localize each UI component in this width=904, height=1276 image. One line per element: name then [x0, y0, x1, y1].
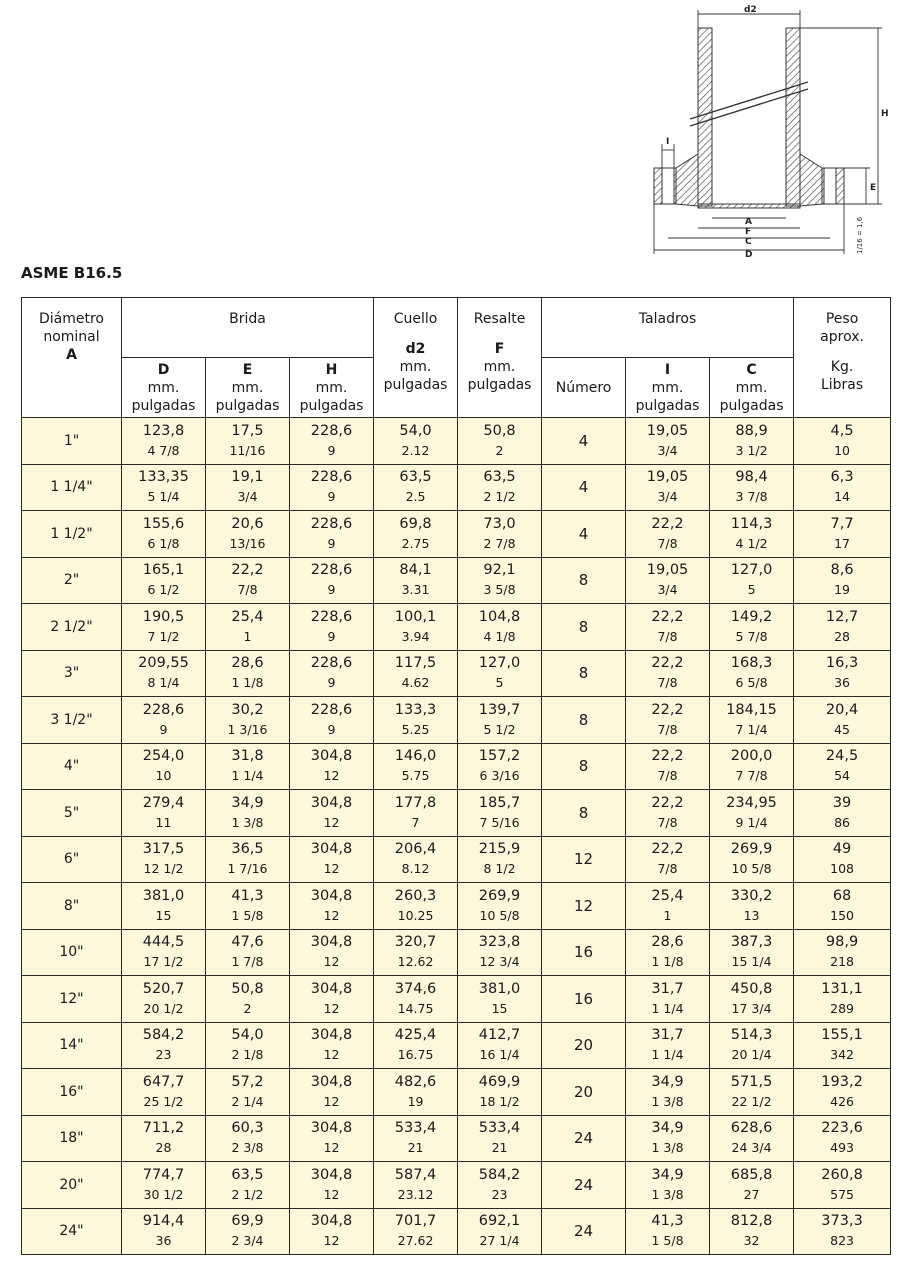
cell-nominal: 10"	[22, 929, 122, 976]
cell-i: 22,2 7/8	[626, 604, 710, 651]
cell-numero: 24	[542, 1115, 626, 1162]
cell-nominal: 3"	[22, 650, 122, 697]
cell-h: 228,6 9	[290, 511, 374, 558]
cell-i: 22,2 7/8	[626, 697, 710, 744]
cell-e: 34,9 1 3/8	[206, 790, 290, 837]
cell-d: 279,4 11	[122, 790, 206, 837]
cell-e: 30,2 1 3/16	[206, 697, 290, 744]
cell-f: 269,9 10 5/8	[458, 883, 542, 930]
cell-d2: 54,0 2.12	[374, 418, 458, 465]
table-row	[22, 976, 891, 1023]
header-col-c: C mm. pulgadas	[710, 358, 794, 418]
cell-d2: 320,7 12.62	[374, 929, 458, 976]
cell-c: 149,2 5 7/8	[710, 604, 794, 651]
cell-c: 685,8 27	[710, 1162, 794, 1209]
table-row	[22, 1022, 891, 1069]
cell-d: 914,4 36	[122, 1208, 206, 1255]
cell-numero: 12	[542, 836, 626, 883]
cell-h: 228,6 9	[290, 697, 374, 744]
dimension-lines	[654, 10, 882, 254]
header-col-e: E mm. pulgadas	[206, 358, 290, 418]
cell-nominal: 24"	[22, 1208, 122, 1255]
cell-d2: 63,5 2.5	[374, 464, 458, 511]
cell-f: 533,4 21	[458, 1115, 542, 1162]
cell-c: 812,8 32	[710, 1208, 794, 1255]
diagram-label-f: F	[745, 227, 752, 237]
cell-peso: 6,3 14	[794, 464, 891, 511]
cell-peso: 98,9 218	[794, 929, 891, 976]
cell-numero: 20	[542, 1069, 626, 1116]
cell-e: 17,5 11/16	[206, 418, 290, 465]
cell-peso: 260,8 575	[794, 1162, 891, 1209]
cell-i: 25,4 1	[626, 883, 710, 930]
cell-d: 317,5 12 1/2	[122, 836, 206, 883]
cell-e: 47,6 1 7/8	[206, 929, 290, 976]
cell-f: 692,1 27 1/4	[458, 1208, 542, 1255]
table-row	[22, 743, 891, 790]
header-peso: Peso aprox. Kg. Libras	[794, 298, 891, 418]
cell-d2: 133,3 5.25	[374, 697, 458, 744]
cell-c: 98,4 3 7/8	[710, 464, 794, 511]
cell-nominal: 8"	[22, 883, 122, 930]
cell-nominal: 5"	[22, 790, 122, 837]
cell-nominal: 1"	[22, 418, 122, 465]
cell-nominal: 6"	[22, 836, 122, 883]
header-col-numero: Número	[542, 358, 626, 418]
cell-i: 28,6 1 1/8	[626, 929, 710, 976]
cell-h: 304,8 12	[290, 1022, 374, 1069]
header-col-h: H mm. pulgadas	[290, 358, 374, 418]
cell-h: 228,6 9	[290, 464, 374, 511]
cell-h: 304,8 12	[290, 790, 374, 837]
cell-numero: 4	[542, 464, 626, 511]
table-row	[22, 883, 891, 930]
cell-d: 254,0 10	[122, 743, 206, 790]
cell-numero: 24	[542, 1208, 626, 1255]
header-col-i: I mm. pulgadas	[626, 358, 710, 418]
cell-f: 323,8 12 3/4	[458, 929, 542, 976]
cell-i: 34,9 1 3/8	[626, 1162, 710, 1209]
cell-i: 22,2 7/8	[626, 836, 710, 883]
cell-e: 20,6 13/16	[206, 511, 290, 558]
cell-numero: 8	[542, 697, 626, 744]
cell-nominal: 3 1/2"	[22, 697, 122, 744]
cell-c: 450,8 17 3/4	[710, 976, 794, 1023]
cell-e: 57,2 2 1/4	[206, 1069, 290, 1116]
cell-e: 50,8 2	[206, 976, 290, 1023]
cell-e: 31,8 1 1/4	[206, 743, 290, 790]
cell-d: 155,6 6 1/8	[122, 511, 206, 558]
cell-h: 228,6 9	[290, 418, 374, 465]
cell-peso: 16,3 36	[794, 650, 891, 697]
cell-e: 54,0 2 1/8	[206, 1022, 290, 1069]
cell-numero: 16	[542, 929, 626, 976]
cell-nominal: 20"	[22, 1162, 122, 1209]
cell-h: 304,8 12	[290, 1069, 374, 1116]
cell-i: 22,2 7/8	[626, 511, 710, 558]
cell-nominal: 12"	[22, 976, 122, 1023]
cell-e: 41,3 1 5/8	[206, 883, 290, 930]
cell-h: 228,6 9	[290, 604, 374, 651]
cell-c: 387,3 15 1/4	[710, 929, 794, 976]
cell-i: 22,2 7/8	[626, 743, 710, 790]
cell-h: 304,8 12	[290, 743, 374, 790]
diagram-label-i: I	[666, 137, 670, 147]
cell-numero: 8	[542, 790, 626, 837]
cell-e: 36,5 1 7/16	[206, 836, 290, 883]
cell-peso: 193,2 426	[794, 1069, 891, 1116]
cell-d2: 482,6 19	[374, 1069, 458, 1116]
header-col-d: D mm. pulgadas	[122, 358, 206, 418]
cell-numero: 16	[542, 976, 626, 1023]
cell-c: 88,9 3 1/2	[710, 418, 794, 465]
cell-d2: 177,8 7	[374, 790, 458, 837]
cell-e: 63,5 2 1/2	[206, 1162, 290, 1209]
table-row	[22, 836, 891, 883]
cell-h: 304,8 12	[290, 836, 374, 883]
diagram-label-h: H	[881, 109, 889, 119]
cell-h: 304,8 12	[290, 929, 374, 976]
cell-peso: 7,7 17	[794, 511, 891, 558]
cell-peso: 131,1 289	[794, 976, 891, 1023]
cell-h: 228,6 9	[290, 650, 374, 697]
cell-d: 584,2 23	[122, 1022, 206, 1069]
cell-e: 22,2 7/8	[206, 557, 290, 604]
diagram-label-raised: 1/16 = 1,6	[856, 216, 864, 254]
cell-d2: 701,7 27.62	[374, 1208, 458, 1255]
cell-d2: 206,4 8.12	[374, 836, 458, 883]
cell-peso: 155,1 342	[794, 1022, 891, 1069]
header-resalte: Resalte F mm. pulgadas	[458, 298, 542, 418]
cell-c: 269,9 10 5/8	[710, 836, 794, 883]
cell-nominal: 2"	[22, 557, 122, 604]
cell-i: 19,05 3/4	[626, 557, 710, 604]
cell-d: 228,6 9	[122, 697, 206, 744]
cell-f: 185,7 7 5/16	[458, 790, 542, 837]
cell-d: 647,7 25 1/2	[122, 1069, 206, 1116]
cell-i: 22,2 7/8	[626, 650, 710, 697]
cell-peso: 24,5 54	[794, 743, 891, 790]
flange-diagram	[640, 4, 890, 262]
cell-nominal: 1 1/4"	[22, 464, 122, 511]
cell-peso: 373,3 823	[794, 1208, 891, 1255]
cell-f: 127,0 5	[458, 650, 542, 697]
cell-f: 139,7 5 1/2	[458, 697, 542, 744]
cell-d: 123,8 4 7/8	[122, 418, 206, 465]
diagram-label-a: A	[745, 217, 752, 227]
diagram-label-c: C	[745, 237, 752, 247]
table-row	[22, 557, 891, 604]
cell-f: 412,7 16 1/4	[458, 1022, 542, 1069]
table-row	[22, 1069, 891, 1116]
table-row	[22, 1162, 891, 1209]
cell-d: 774,7 30 1/2	[122, 1162, 206, 1209]
header-taladros: Taladros	[542, 298, 794, 358]
cell-h: 304,8 12	[290, 976, 374, 1023]
cell-nominal: 18"	[22, 1115, 122, 1162]
cell-numero: 4	[542, 511, 626, 558]
cell-c: 514,3 20 1/4	[710, 1022, 794, 1069]
cell-e: 60,3 2 3/8	[206, 1115, 290, 1162]
cell-d: 444,5 17 1/2	[122, 929, 206, 976]
table-row	[22, 697, 891, 744]
cell-e: 28,6 1 1/8	[206, 650, 290, 697]
cell-h: 304,8 12	[290, 1208, 374, 1255]
table-row	[22, 464, 891, 511]
cell-c: 200,0 7 7/8	[710, 743, 794, 790]
cell-f: 469,9 18 1/2	[458, 1069, 542, 1116]
cell-i: 19,05 3/4	[626, 418, 710, 465]
cell-f: 157,2 6 3/16	[458, 743, 542, 790]
cell-d2: 100,1 3.94	[374, 604, 458, 651]
cell-f: 104,8 4 1/8	[458, 604, 542, 651]
cell-h: 304,8 12	[290, 883, 374, 930]
header-cuello: Cuello d2 mm. pulgadas	[374, 298, 458, 418]
cell-c: 571,5 22 1/2	[710, 1069, 794, 1116]
cell-d2: 587,4 23.12	[374, 1162, 458, 1209]
cell-d: 711,2 28	[122, 1115, 206, 1162]
cell-i: 19,05 3/4	[626, 464, 710, 511]
table-row	[22, 1208, 891, 1255]
cell-h: 304,8 12	[290, 1115, 374, 1162]
cell-c: 330,2 13	[710, 883, 794, 930]
cell-i: 34,9 1 3/8	[626, 1115, 710, 1162]
cell-peso: 68 150	[794, 883, 891, 930]
cell-i: 22,2 7/8	[626, 790, 710, 837]
header-brida: Brida	[122, 298, 374, 358]
table-row	[22, 1115, 891, 1162]
cell-numero: 8	[542, 604, 626, 651]
table-row	[22, 790, 891, 837]
cell-d2: 260,3 10.25	[374, 883, 458, 930]
cell-numero: 8	[542, 557, 626, 604]
cell-peso: 12,7 28	[794, 604, 891, 651]
cell-h: 228,6 9	[290, 557, 374, 604]
cell-f: 73,0 2 7/8	[458, 511, 542, 558]
cell-i: 34,9 1 3/8	[626, 1069, 710, 1116]
cell-numero: 12	[542, 883, 626, 930]
flange-section	[654, 28, 844, 208]
table-body	[22, 418, 891, 1255]
cell-i: 31,7 1 1/4	[626, 1022, 710, 1069]
cell-d2: 425,4 16.75	[374, 1022, 458, 1069]
cell-peso: 20,4 45	[794, 697, 891, 744]
standard-title: ASME B16.5	[21, 264, 123, 282]
cell-e: 69,9 2 3/4	[206, 1208, 290, 1255]
cell-nominal: 4"	[22, 743, 122, 790]
flange-spec-table	[21, 297, 891, 1255]
cell-d: 381,0 15	[122, 883, 206, 930]
cell-e: 25,4 1	[206, 604, 290, 651]
cell-f: 50,8 2	[458, 418, 542, 465]
cell-c: 628,6 24 3/4	[710, 1115, 794, 1162]
cell-d2: 117,5 4.62	[374, 650, 458, 697]
cell-numero: 8	[542, 743, 626, 790]
table-row	[22, 604, 891, 651]
cell-d2: 374,6 14.75	[374, 976, 458, 1023]
table-row	[22, 418, 891, 465]
cell-peso: 4,5 10	[794, 418, 891, 465]
cell-d: 165,1 6 1/2	[122, 557, 206, 604]
cell-c: 184,15 7 1/4	[710, 697, 794, 744]
cell-f: 215,9 8 1/2	[458, 836, 542, 883]
cell-numero: 24	[542, 1162, 626, 1209]
cell-nominal: 16"	[22, 1069, 122, 1116]
header-row-1	[22, 298, 891, 358]
cell-d2: 533,4 21	[374, 1115, 458, 1162]
cell-e: 19,1 3/4	[206, 464, 290, 511]
cell-d: 190,5 7 1/2	[122, 604, 206, 651]
cell-d2: 146,0 5.75	[374, 743, 458, 790]
cell-d: 520,7 20 1/2	[122, 976, 206, 1023]
cell-c: 114,3 4 1/2	[710, 511, 794, 558]
cell-peso: 8,6 19	[794, 557, 891, 604]
diagram-label-e: E	[870, 183, 877, 193]
cell-c: 127,0 5	[710, 557, 794, 604]
cell-h: 304,8 12	[290, 1162, 374, 1209]
cell-i: 31,7 1 1/4	[626, 976, 710, 1023]
cell-numero: 20	[542, 1022, 626, 1069]
cell-nominal: 1 1/2"	[22, 511, 122, 558]
cell-i: 41,3 1 5/8	[626, 1208, 710, 1255]
cell-numero: 4	[542, 418, 626, 465]
cell-d2: 84,1 3.31	[374, 557, 458, 604]
cell-f: 92,1 3 5/8	[458, 557, 542, 604]
cell-c: 168,3 6 5/8	[710, 650, 794, 697]
cell-f: 63,5 2 1/2	[458, 464, 542, 511]
cell-d: 209,55 8 1/4	[122, 650, 206, 697]
cell-peso: 49 108	[794, 836, 891, 883]
table-row	[22, 929, 891, 976]
cell-c: 234,95 9 1/4	[710, 790, 794, 837]
cell-peso: 39 86	[794, 790, 891, 837]
table-row	[22, 511, 891, 558]
cell-f: 584,2 23	[458, 1162, 542, 1209]
cell-d2: 69,8 2.75	[374, 511, 458, 558]
diagram-label-d2: d2	[744, 5, 757, 15]
table-row	[22, 650, 891, 697]
cell-f: 381,0 15	[458, 976, 542, 1023]
cell-nominal: 2 1/2"	[22, 604, 122, 651]
header-nominal: Diámetro nominal A	[22, 298, 122, 418]
cell-peso: 223,6 493	[794, 1115, 891, 1162]
diagram-label-d: D	[745, 250, 753, 260]
cell-d: 133,35 5 1/4	[122, 464, 206, 511]
cell-nominal: 14"	[22, 1022, 122, 1069]
cell-numero: 8	[542, 650, 626, 697]
